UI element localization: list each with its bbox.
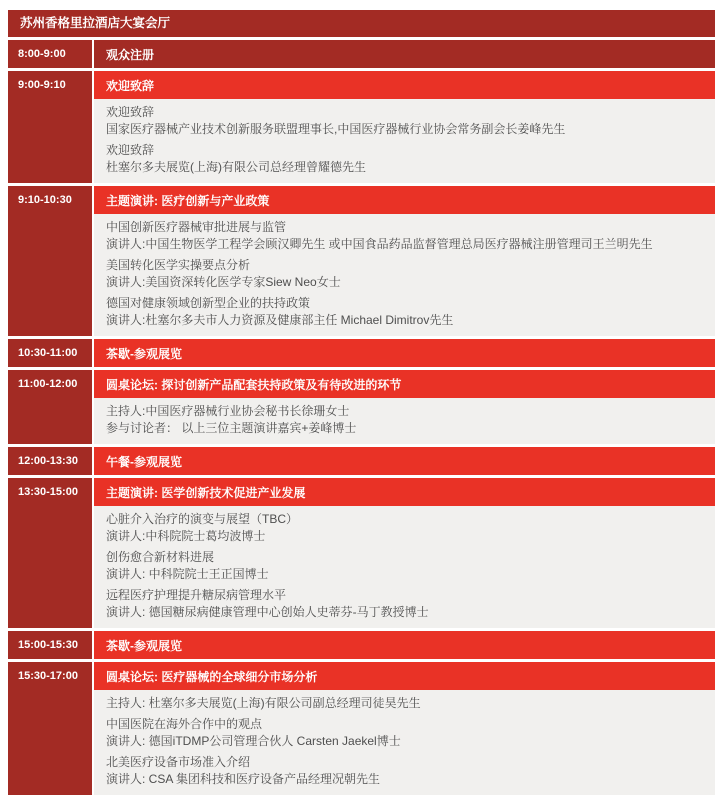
detail-paragraph: 主持人:中国医疗器械行业协会秘书长徐珊女士 参与讨论者： 以上三位主题演讲嘉宾+姜峰博士 xyxy=(106,404,357,435)
session-title-bar: 茶歇-参观展览 xyxy=(94,339,715,367)
session-details xyxy=(94,214,715,336)
session-details xyxy=(94,99,715,183)
schedule-row-body xyxy=(94,447,715,475)
session-details xyxy=(94,690,715,795)
agenda-table xyxy=(8,40,715,795)
detail-paragraph: 北美医疗设备市场准入介绍 演讲人: CSA 集团科技和医疗设备产品经理况朝先生 xyxy=(106,755,381,786)
schedule-row xyxy=(8,186,715,336)
detail-paragraph: 欢迎致辞 杜塞尔多夫展览(上海)有限公司总经理曾耀德先生 xyxy=(106,143,366,174)
detail-paragraph: 创伤愈合新材料进展 演讲人: 中科院院士王正国博士 xyxy=(106,550,269,581)
session-details xyxy=(94,398,715,444)
session-title-bar: 主题演讲: 医疗创新与产业政策 xyxy=(94,186,715,214)
schedule-row xyxy=(8,662,715,795)
detail-paragraph: 中国医院在海外合作中的观点 演讲人: 德国iTDMP公司管理合伙人 Carsten Jaekel博士 xyxy=(106,717,401,748)
schedule-row xyxy=(8,447,715,475)
session-title-bar: 圆桌论坛: 探讨创新产品配套扶持政策及有待改进的环节 xyxy=(94,370,715,398)
time-cell: 15:00-15:30 xyxy=(8,631,92,659)
schedule-row-body xyxy=(94,186,715,336)
time-cell: 12:00-13:30 xyxy=(8,447,92,475)
session-title-bar: 欢迎致辞 xyxy=(94,71,715,99)
schedule-row-body xyxy=(94,370,715,444)
schedule-row-body xyxy=(94,631,715,659)
detail-paragraph: 美国转化医学实操要点分析 演讲人:美国资深转化医学专家Siew Neo女士 xyxy=(106,258,341,289)
session-title-bar: 午餐-参观展览 xyxy=(94,447,715,475)
time-cell: 9:00-9:10 xyxy=(8,71,92,183)
schedule-row xyxy=(8,71,715,183)
time-cell: 9:10-10:30 xyxy=(8,186,92,336)
session-title-bar: 圆桌论坛: 医疗器械的全球细分市场分析 xyxy=(94,662,715,690)
detail-paragraph: 欢迎致辞 国家医疗器械产业技术创新服务联盟理事长,中国医疗器械行业协会常务副会长姜峰先生 xyxy=(106,105,566,136)
schedule-row-body xyxy=(94,40,715,68)
venue-header: 苏州香格里拉酒店大宴会厅 xyxy=(8,10,715,37)
schedule-row-body xyxy=(94,662,715,795)
time-cell: 15:30-17:00 xyxy=(8,662,92,795)
session-title-bar: 主题演讲: 医学创新技术促进产业发展 xyxy=(94,478,715,506)
session-title-bar: 茶歇-参观展览 xyxy=(94,631,715,659)
detail-paragraph: 远程医疗护理提升糖尿病管理水平 演讲人: 德国糖尿病健康管理中心创始人史蒂芬-马丁教授博士 xyxy=(106,588,429,619)
time-cell: 11:00-12:00 xyxy=(8,370,92,444)
detail-paragraph: 德国对健康领域创新型企业的扶持政策 演讲人:杜塞尔多夫市人力资源及健康部主任 Michael Dimitrov先生 xyxy=(106,296,454,327)
schedule-row xyxy=(8,478,715,628)
schedule-row-body xyxy=(94,71,715,183)
schedule-row xyxy=(8,370,715,444)
schedule-row xyxy=(8,631,715,659)
detail-paragraph: 中国创新医疗器械审批进展与监管 演讲人:中国生物医学工程学会顾汉卿先生 或中国食品药品监督管理总局医疗器械注册管理司王兰明先生 xyxy=(106,220,653,251)
schedule-row xyxy=(8,40,715,68)
time-cell: 13:30-15:00 xyxy=(8,478,92,628)
schedule-row-body xyxy=(94,478,715,628)
schedule-row xyxy=(8,339,715,367)
session-title-bar: 观众注册 xyxy=(94,40,715,68)
time-cell: 10:30-11:00 xyxy=(8,339,92,367)
time-cell: 8:00-9:00 xyxy=(8,40,92,68)
detail-paragraph: 主持人: 杜塞尔多夫展览(上海)有限公司副总经理司徒昊先生 xyxy=(106,696,421,710)
session-details xyxy=(94,506,715,628)
detail-paragraph: 心脏介入治疗的演变与展望（TBC） 演讲人:中科院院士葛均波博士 xyxy=(106,512,299,543)
schedule-row-body xyxy=(94,339,715,367)
